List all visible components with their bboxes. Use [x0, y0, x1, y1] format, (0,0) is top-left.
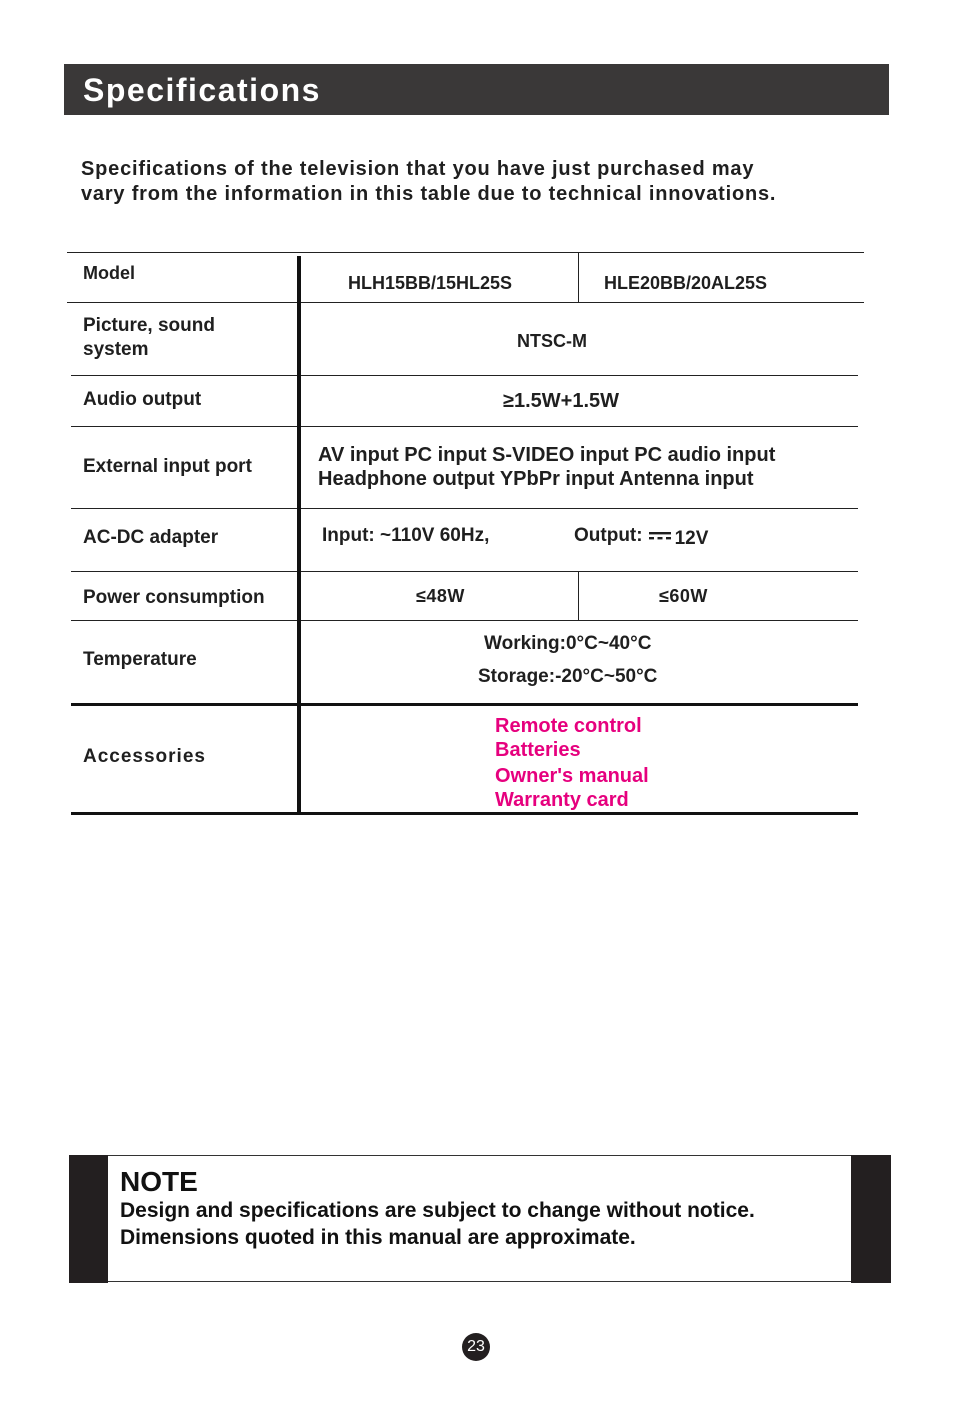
power-value-a: ≤48W	[416, 586, 465, 606]
row-label-picture-sound-2: system	[83, 339, 149, 360]
row-label-audio-output: Audio output	[83, 389, 202, 410]
dc-current-icon	[649, 531, 671, 541]
table-rule	[71, 508, 858, 509]
temperature-working: Working:0°C~40°C	[484, 633, 652, 654]
note-right-bar	[851, 1155, 891, 1283]
row-label-ac-dc-adapter: AC-DC adapter	[83, 527, 219, 548]
temperature-storage: Storage:-20°C~50°C	[478, 666, 658, 687]
table-rule	[67, 252, 864, 253]
row-label-picture-sound: Picture, sound	[83, 315, 215, 336]
row-label-accessories: Accessories	[83, 746, 206, 767]
table-column-divider	[578, 252, 579, 302]
table-rule	[71, 426, 858, 427]
page-number: 23	[462, 1333, 490, 1361]
table-rule	[71, 703, 858, 706]
external-input-line-1: AV input PC input S-VIDEO input PC audio input	[318, 444, 776, 466]
table-rule	[71, 620, 858, 621]
accessory-item: Owner's manual	[495, 765, 649, 787]
adapter-output-value: 12V	[674, 528, 709, 549]
adapter-output	[574, 524, 708, 548]
picture-sound-value: NTSC-M	[517, 331, 587, 351]
row-label-temperature: Temperature	[83, 649, 197, 670]
adapter-input: Input: ~110V 60Hz,	[322, 525, 490, 546]
model-value-b: HLE20BB/20AL25S	[604, 273, 768, 293]
accessory-item: Batteries	[495, 739, 581, 761]
intro-line-1: Specifications of the television that you have just purchased may	[81, 158, 755, 180]
row-label-power-consumption: Power consumption	[83, 587, 265, 608]
note-left-bar	[69, 1155, 108, 1283]
accessory-item: Warranty card	[495, 789, 629, 811]
table-column-divider	[297, 256, 301, 815]
external-input-line-2: Headphone output YPbPr input Antenna input	[318, 468, 754, 490]
row-label-external-input: External input port	[83, 456, 252, 477]
accessory-item: Remote control	[495, 715, 642, 737]
table-rule	[71, 375, 858, 376]
table-rule	[71, 812, 858, 815]
table-rule	[71, 571, 858, 572]
model-value-a: HLH15BB/15HL25S	[348, 273, 513, 293]
table-rule	[67, 302, 864, 303]
audio-output-value: ≥1.5W+1.5W	[503, 390, 620, 412]
note-line-1: Design and specifications are subject to change without notice.	[120, 1199, 755, 1222]
note-line-2: Dimensions quoted in this manual are approximate.	[120, 1226, 636, 1249]
row-label-model: Model	[83, 263, 135, 283]
note-title: NOTE	[120, 1166, 198, 1197]
power-value-b: ≤60W	[659, 586, 708, 606]
adapter-output-label: Output:	[574, 525, 643, 546]
page-title: Specifications	[83, 72, 321, 108]
intro-line-2: vary from the information in this table due to technical innovations.	[81, 183, 777, 205]
table-column-divider	[578, 571, 579, 620]
